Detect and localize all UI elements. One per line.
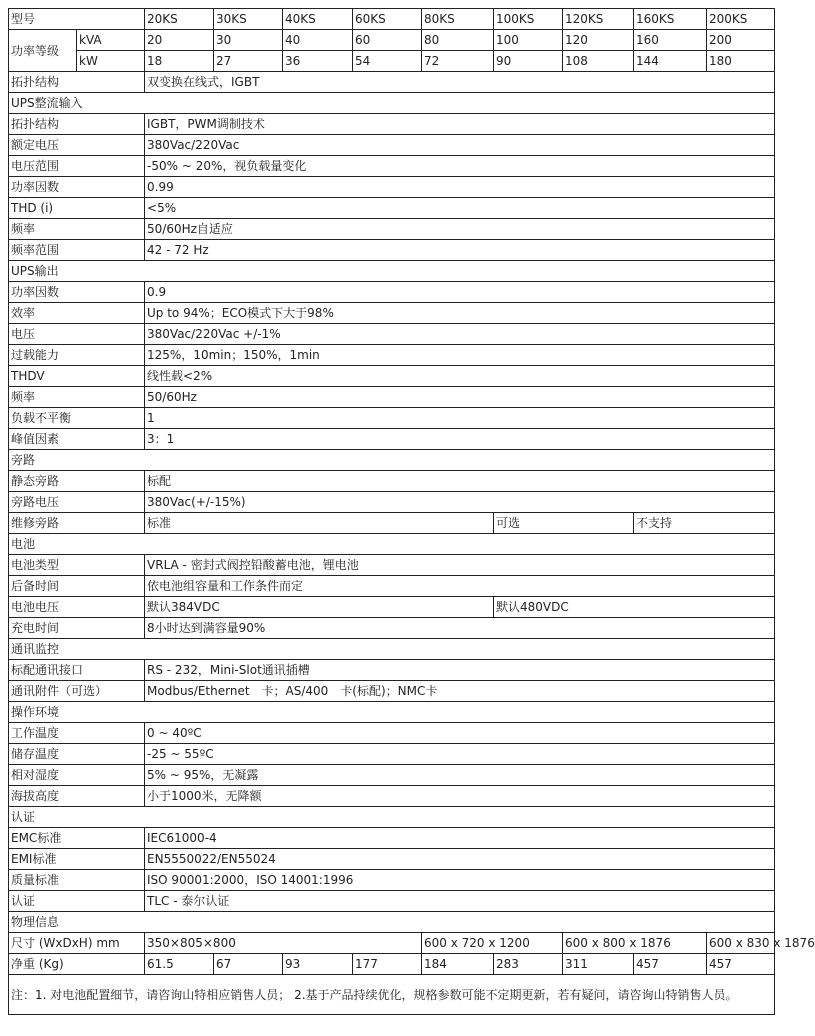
model-cell: 160KS: [634, 9, 707, 30]
value-cell: 标配: [145, 471, 775, 492]
kva-cell: 120: [563, 30, 634, 51]
kva-cell: 40: [283, 30, 353, 51]
section-header-row: [9, 93, 775, 114]
table-row: [9, 114, 775, 135]
kva-cell: 200: [707, 30, 775, 51]
model-row: [9, 9, 775, 30]
section-title: 物理信息: [9, 912, 775, 933]
row-label: 频率范围: [9, 240, 145, 261]
value-cell: 50/60Hz自适应: [145, 219, 775, 240]
model-cell: 80KS: [422, 9, 494, 30]
value-cell: 600 x 830 x 1876: [707, 933, 775, 954]
table-row: [9, 72, 775, 93]
table-row: [9, 513, 775, 534]
value-cell: 380Vac(+/-15%): [145, 492, 775, 513]
value-cell: 61.5: [145, 954, 214, 975]
row-label: 海拔高度: [9, 786, 145, 807]
row-label: 功率因数: [9, 177, 145, 198]
row-label: 拓扑结构: [9, 72, 145, 93]
row-label: 额定电压: [9, 135, 145, 156]
row-label: 电池类型: [9, 555, 145, 576]
table-row: [9, 660, 775, 681]
value-cell: IGBT，PWM调制技术: [145, 114, 775, 135]
section-title: 认证: [9, 807, 775, 828]
value-cell: 93: [283, 954, 353, 975]
spec-table-body: [9, 9, 815, 1015]
value-cell: 0.9: [145, 282, 775, 303]
row-label: 尺寸 (WxDxH) mm: [9, 933, 145, 954]
value-cell: 默认384VDC: [145, 597, 494, 618]
section-title: UPS输出: [9, 261, 775, 282]
kw-cell: 144: [634, 51, 707, 72]
table-row: [9, 723, 775, 744]
kva-cell: 30: [214, 30, 283, 51]
row-label: 峰值因素: [9, 429, 145, 450]
table-row: [9, 177, 775, 198]
row-label: 充电时间: [9, 618, 145, 639]
model-cell: 120KS: [563, 9, 634, 30]
value-cell: 457: [707, 954, 775, 975]
kva-cell: 100: [494, 30, 563, 51]
section-title: 操作环境: [9, 702, 775, 723]
value-cell: 线性载<2%: [145, 366, 775, 387]
row-label: 认证: [9, 891, 145, 912]
kw-unit-label: kW: [77, 51, 145, 72]
section-title: 电池: [9, 534, 775, 555]
value-cell: 600 x 800 x 1876: [563, 933, 707, 954]
section-title: UPS整流输入: [9, 93, 775, 114]
value-cell: 125%，10min；150%，1min: [145, 345, 775, 366]
value-cell: TLC - 泰尔认证: [145, 891, 775, 912]
value-cell: 双变换在线式，IGBT: [145, 72, 775, 93]
table-row: [9, 387, 775, 408]
row-label: 旁路电压: [9, 492, 145, 513]
value-cell: 177: [353, 954, 422, 975]
table-row: [9, 555, 775, 576]
model-cell: 200KS: [707, 9, 775, 30]
kw-cell: 36: [283, 51, 353, 72]
section-header-row: [9, 639, 775, 660]
footnote: 注：1. 对电池配置细节，请咨询山特相应销售人员； 2.基于产品持续优化，规格参数可能不定期更新，若有疑问，请咨询山特销售人员。: [9, 975, 775, 1015]
kw-cell: 72: [422, 51, 494, 72]
row-label: 拓扑结构: [9, 114, 145, 135]
section-header-row: [9, 450, 775, 471]
value-cell: 默认480VDC: [494, 597, 775, 618]
value-cell: 283: [494, 954, 563, 975]
kva-cell: 80: [422, 30, 494, 51]
kw-row: [9, 51, 775, 72]
row-label: THD (i): [9, 198, 145, 219]
value-cell: 311: [563, 954, 634, 975]
table-row: [9, 492, 775, 513]
table-row: [9, 240, 775, 261]
kw-cell: 90: [494, 51, 563, 72]
model-label: 型号: [9, 9, 145, 30]
value-cell: <5%: [145, 198, 775, 219]
row-label: 电压: [9, 324, 145, 345]
table-row: [9, 828, 775, 849]
row-label: 过载能力: [9, 345, 145, 366]
value-cell: 350×805×800: [145, 933, 422, 954]
table-row: [9, 156, 775, 177]
kw-cell: 180: [707, 51, 775, 72]
table-row: [9, 303, 775, 324]
model-cell: 20KS: [145, 9, 214, 30]
kva-cell: 60: [353, 30, 422, 51]
table-row: [9, 345, 775, 366]
table-row: [9, 366, 775, 387]
value-cell: 可选: [494, 513, 634, 534]
value-cell: 5% ~ 95%，无凝露: [145, 765, 775, 786]
value-cell: 184: [422, 954, 494, 975]
value-cell: 50/60Hz: [145, 387, 775, 408]
value-cell: EN5550022/EN55024: [145, 849, 775, 870]
section-header-row: [9, 807, 775, 828]
value-cell: 标准: [145, 513, 494, 534]
value-cell: 67: [214, 954, 283, 975]
value-cell: 8小时达到满容量90%: [145, 618, 775, 639]
table-row: [9, 324, 775, 345]
table-row: [9, 198, 775, 219]
value-cell: 600 x 720 x 1200: [422, 933, 563, 954]
kva-unit-label: kVA: [77, 30, 145, 51]
section-header-row: [9, 702, 775, 723]
row-label: 工作温度: [9, 723, 145, 744]
table-row: [9, 681, 775, 702]
table-row: [9, 786, 775, 807]
row-label: 电池电压: [9, 597, 145, 618]
table-row: [9, 849, 775, 870]
value-cell: 457: [634, 954, 707, 975]
row-label: 质量标准: [9, 870, 145, 891]
model-cell: 60KS: [353, 9, 422, 30]
table-row: [9, 744, 775, 765]
row-label: 后备时间: [9, 576, 145, 597]
table-row: [9, 135, 775, 156]
row-label: 功率因数: [9, 282, 145, 303]
table-row: [9, 954, 775, 975]
value-cell: 小于1000米，无降额: [145, 786, 775, 807]
value-cell: 1: [145, 408, 775, 429]
table-row: [9, 282, 775, 303]
row-label: EMC标准: [9, 828, 145, 849]
row-label: 维修旁路: [9, 513, 145, 534]
row-label: 储存温度: [9, 744, 145, 765]
row-label: 频率: [9, 219, 145, 240]
power-rating-label: 功率等级: [9, 30, 77, 72]
row-label: 负载不平衡: [9, 408, 145, 429]
value-cell: IEC61000-4: [145, 828, 775, 849]
table-row: [9, 597, 775, 618]
value-cell: 0.99: [145, 177, 775, 198]
table-row: [9, 933, 775, 954]
kw-cell: 27: [214, 51, 283, 72]
model-cell: 30KS: [214, 9, 283, 30]
value-cell: 依电池组容量和工作条件而定: [145, 576, 775, 597]
kw-cell: 54: [353, 51, 422, 72]
row-label: THDV: [9, 366, 145, 387]
kw-cell: 18: [145, 51, 214, 72]
section-header-row: [9, 261, 775, 282]
value-cell: 380Vac/220Vac: [145, 135, 775, 156]
row-label: 标配通讯接口: [9, 660, 145, 681]
kw-cell: 108: [563, 51, 634, 72]
value-cell: 0 ~ 40ºC: [145, 723, 775, 744]
table-row: [9, 429, 775, 450]
value-cell: -50% ~ 20%，视负载量变化: [145, 156, 775, 177]
kva-cell: 20: [145, 30, 214, 51]
section-header-row: [9, 912, 775, 933]
value-cell: RS - 232，Mini-Slot通讯插槽: [145, 660, 775, 681]
value-cell: VRLA - 密封式阀控铅酸蓄电池，锂电池: [145, 555, 775, 576]
table-row: [9, 408, 775, 429]
value-cell: Up to 94%；ECO模式下大于98%: [145, 303, 775, 324]
table-row: [9, 471, 775, 492]
ups-spec-table: [8, 8, 815, 1015]
value-cell: ISO 90001:2000，ISO 14001:1996: [145, 870, 775, 891]
row-label: 相对湿度: [9, 765, 145, 786]
section-title: 旁路: [9, 450, 775, 471]
model-cell: 40KS: [283, 9, 353, 30]
row-label: EMI标准: [9, 849, 145, 870]
table-row: [9, 891, 775, 912]
section-header-row: [9, 534, 775, 555]
footnote-row: [9, 975, 775, 1015]
row-label: 效率: [9, 303, 145, 324]
kva-cell: 160: [634, 30, 707, 51]
row-label: 频率: [9, 387, 145, 408]
value-cell: 不支持: [634, 513, 775, 534]
section-title: 通讯监控: [9, 639, 775, 660]
row-label: 净重 (Kg): [9, 954, 145, 975]
value-cell: 380Vac/220Vac +/-1%: [145, 324, 775, 345]
row-label: 电压范围: [9, 156, 145, 177]
value-cell: 3：1: [145, 429, 775, 450]
model-cell: 100KS: [494, 9, 563, 30]
table-row: [9, 618, 775, 639]
table-row: [9, 219, 775, 240]
value-cell: Modbus/Ethernet 卡；AS/400 卡(标配)；NMC卡: [145, 681, 775, 702]
table-row: [9, 765, 775, 786]
value-cell: 42 - 72 Hz: [145, 240, 775, 261]
value-cell: -25 ~ 55ºC: [145, 744, 775, 765]
row-label: 通讯附件（可选）: [9, 681, 145, 702]
kva-row: [9, 30, 775, 51]
table-row: [9, 576, 775, 597]
table-row: [9, 870, 775, 891]
row-label: 静态旁路: [9, 471, 145, 492]
